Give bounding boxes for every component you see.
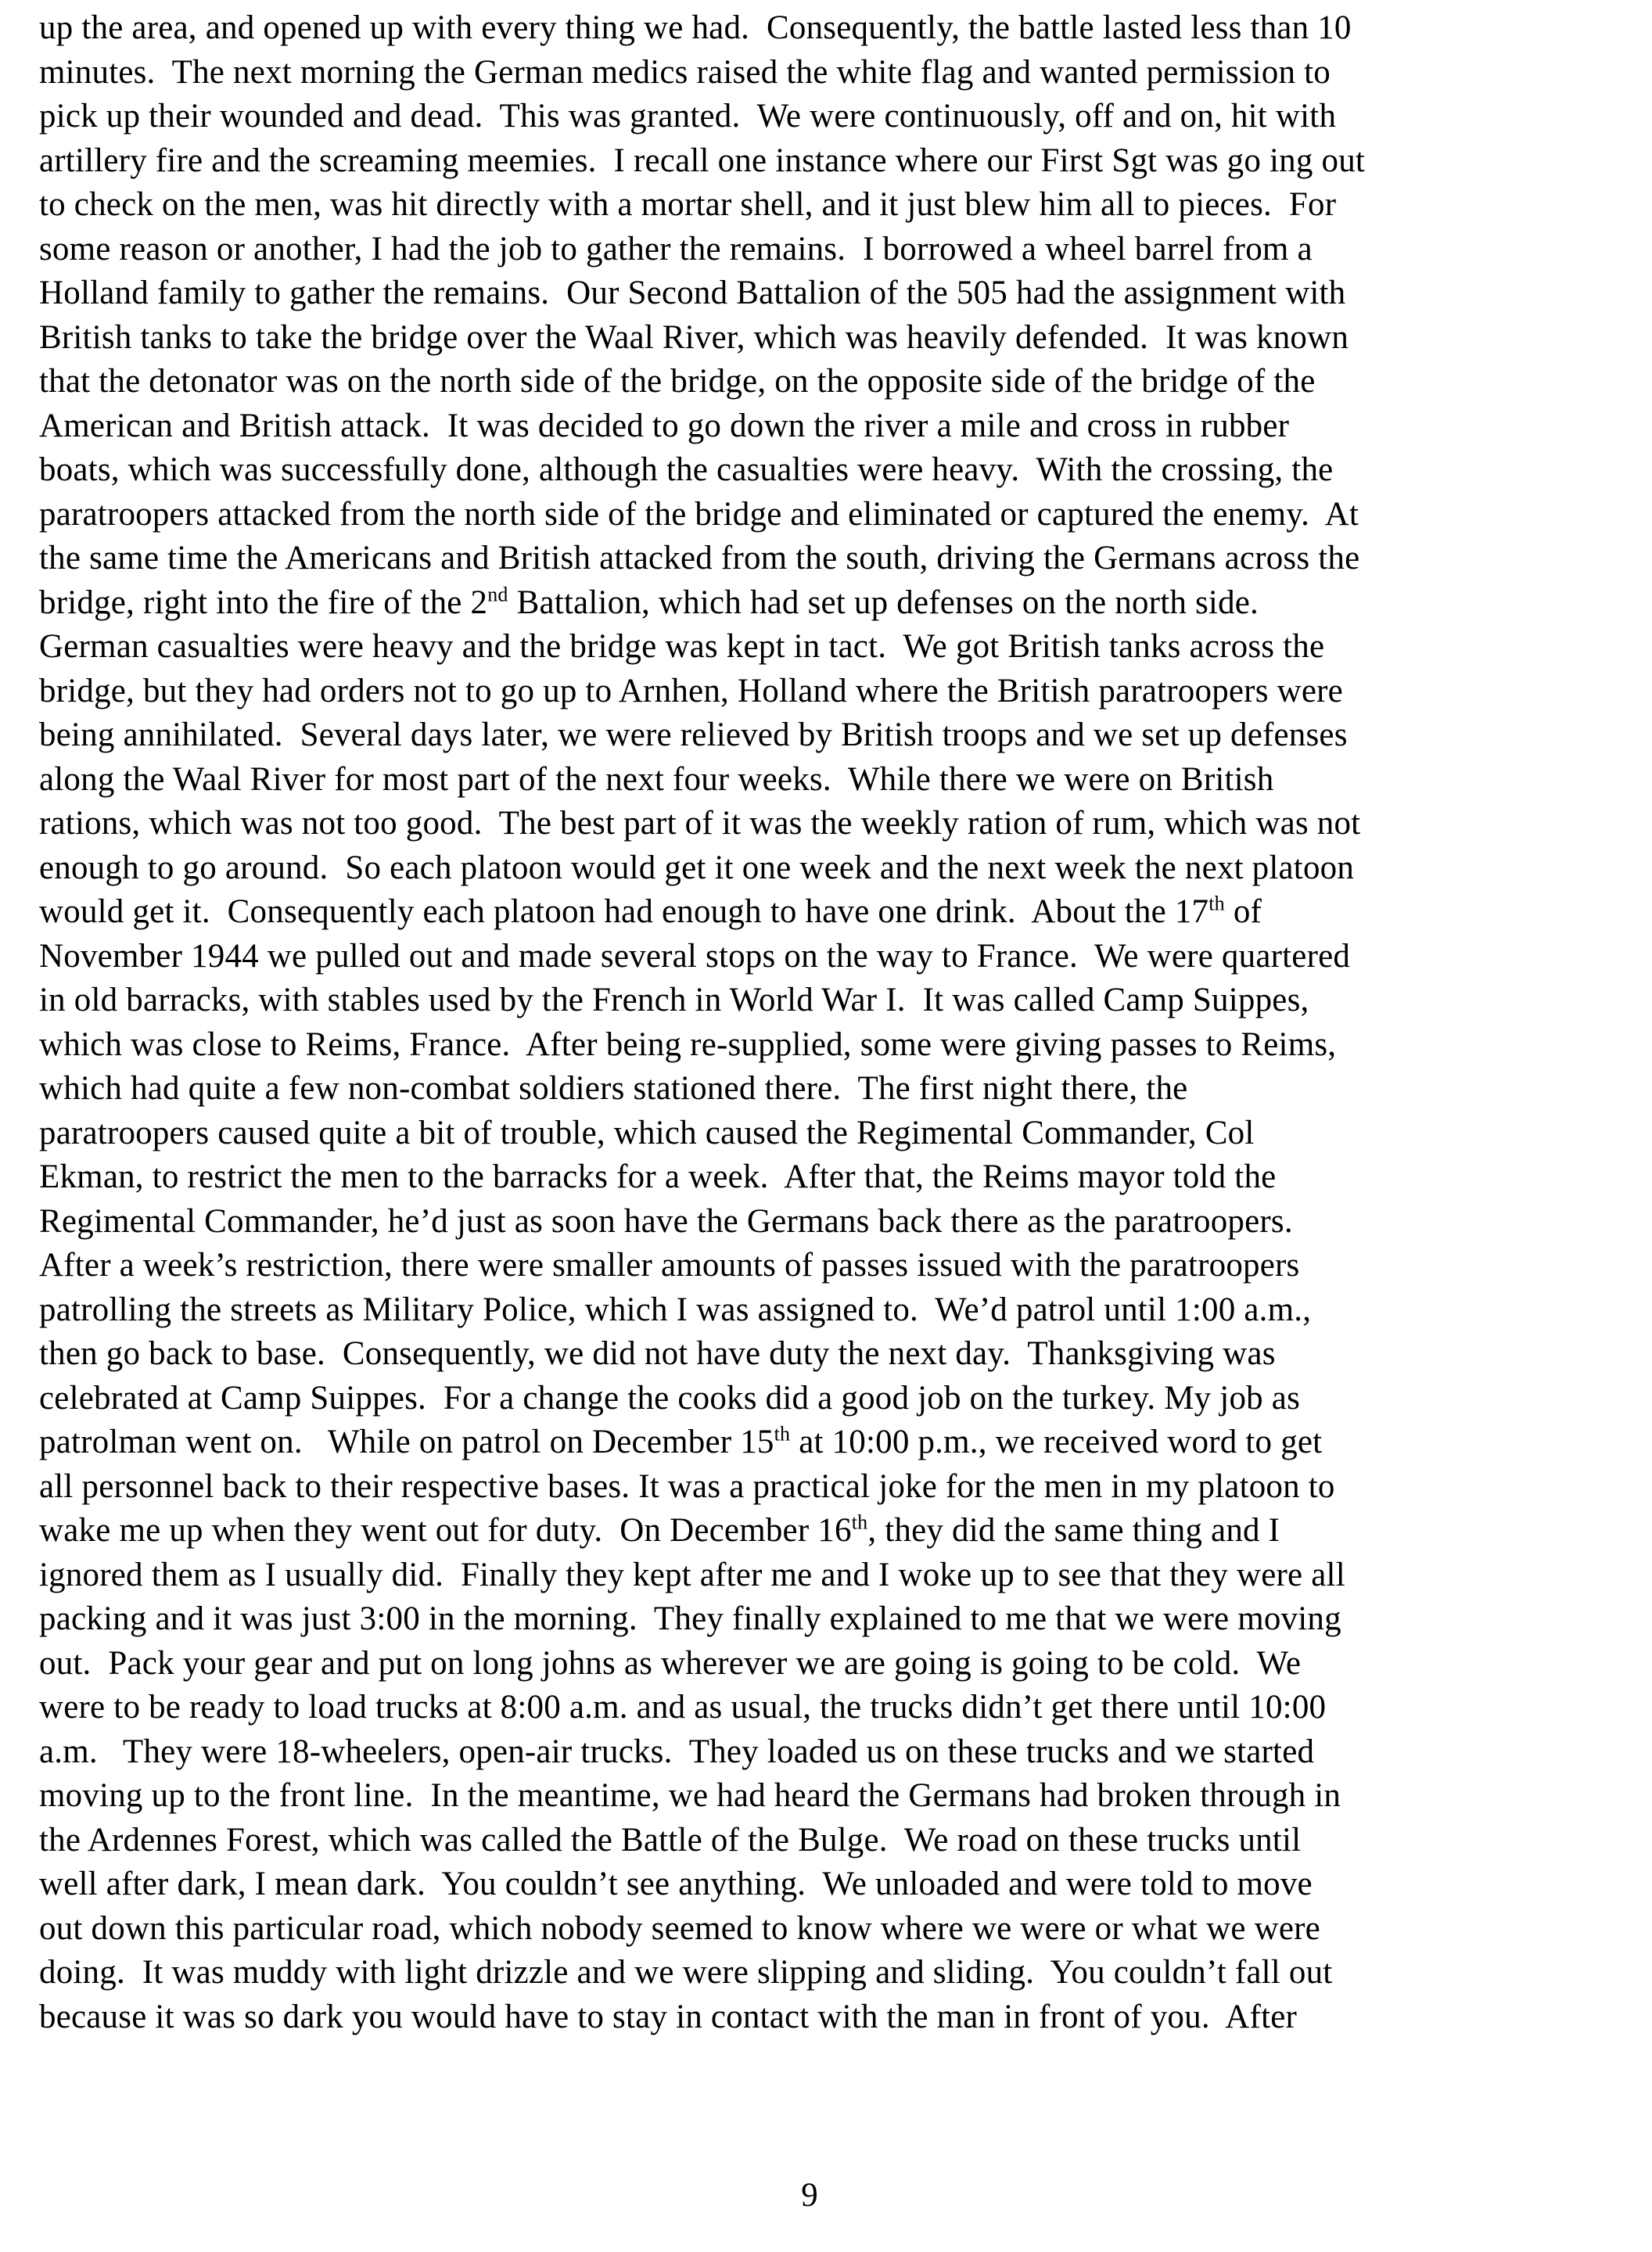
text-line: American and British attack. It was decided to go down the river a mile and cross in rubber <box>39 407 1290 444</box>
text-line: November 1944 we pulled out and made several stops on the way to France. We were quartered <box>39 937 1351 975</box>
text-line: that the detonator was on the north side of the bridge, on the opposite side of the bridge of the <box>39 363 1316 400</box>
text-line: to check on the men, was hit directly with a mortar shell, and it just blew him all to pieces. For <box>39 186 1337 223</box>
text-line: minutes. The next morning the German medics raised the white flag and wanted permission to <box>39 53 1331 91</box>
text-line: along the Waal River for most part of the next four weeks. While there we were on British <box>39 760 1274 798</box>
text-line: all personnel back to their respective bases. It was a practical joke for the men in my platoon to <box>39 1467 1335 1505</box>
text-line: paratroopers caused quite a bit of trouble, which caused the Regimental Commander, Col <box>39 1114 1255 1151</box>
superscript: th <box>1208 892 1225 915</box>
superscript: th <box>774 1422 791 1446</box>
text-line: out. Pack your gear and put on long johns as wherever we are going is going to be cold. We <box>39 1644 1302 1682</box>
text-line: well after dark, I mean dark. You couldn’t see anything. We unloaded and were told to move <box>39 1866 1313 1902</box>
text-line: in old barracks, with stables used by the French in World War I. It was called Camp Suippes, <box>39 982 1309 1018</box>
text-line: Ekman, to restrict the men to the barracks for a week. After that, the Reims mayor told the <box>39 1158 1277 1195</box>
text-line: moving up to the front line. In the meantime, we had heard the Germans had broken through in <box>39 1777 1341 1814</box>
text-line: the same time the Americans and British attacked from the south, driving the Germans across the <box>39 540 1360 576</box>
text-line: were to be ready to load trucks at 8:00 a.m. and as usual, the trucks didn’t get there until 10:00 <box>39 1689 1327 1726</box>
text-line: After a week’s restriction, there were smaller amounts of passes issued with the paratroopers <box>39 1247 1300 1284</box>
text-line: bridge, but they had orders not to go up to Arnhen, Holland where the British paratroopers were <box>39 672 1343 709</box>
text-line: rations, which was not too good. The best part of it was the weekly ration of rum, which was not <box>39 805 1361 842</box>
text-line: patrolling the streets as Military Police, which I was assigned to. We’d patrol until 1:00 a.m., <box>39 1291 1312 1328</box>
superscript: nd <box>487 583 508 606</box>
text-line: bridge, right into the fire of the 2nd Battalion, which had set up defenses on the north side. <box>39 583 1259 621</box>
text-line: celebrated at Camp Suippes. For a change the cooks did a good job on the turkey. My job as <box>39 1379 1301 1417</box>
text-line: then go back to base. Consequently, we did not have duty the next day. Thanksgiving was <box>39 1335 1276 1372</box>
text-line: British tanks to take the bridge over the Waal River, which was heavily defended. It was known <box>39 318 1349 356</box>
text-line: paratroopers attacked from the north side of the bridge and eliminated or captured the enemy. At <box>39 495 1359 533</box>
superscript: th <box>851 1510 868 1534</box>
text-line: Holland family to gather the remains. Our Second Battalion of the 505 had the assignment with <box>39 275 1346 311</box>
text-line: because it was so dark you would have to stay in contact with the man in front of you. After <box>39 1998 1298 2035</box>
text-line: being annihilated. Several days later, we were relieved by British troops and we set up defenses <box>39 717 1348 753</box>
text-line: would get it. Consequently each platoon had enough to have one drink. About the 17th of <box>39 892 1262 930</box>
text-line: wake me up when they went out for duty. On December 16th, they did the same thing and I <box>39 1510 1280 1549</box>
text-line: pick up their wounded and dead. This was granted. We were continuously, off and on, hit with <box>39 98 1337 135</box>
page-text <box>39 6 1635 2039</box>
text-line: packing and it was just 3:00 in the morning. They finally explained to me that we were moving <box>39 1600 1341 1637</box>
text-line: which had quite a few non-combat soldiers stationed there. The first night there, the <box>39 1070 1188 1107</box>
text-line: which was close to Reims, France. After being re-supplied, some were giving passes to Reims, <box>39 1025 1337 1063</box>
text-line: ignored them as I usually did. Finally they kept after me and I woke up to see that they were all <box>39 1556 1345 1593</box>
text-line: enough to go around. So each platoon would get it one week and the next week the next platoon <box>39 849 1355 886</box>
text-line: patrolman went on. While on patrol on December 15th at 10:00 p.m., we received word to get <box>39 1422 1323 1460</box>
text-line: boats, which was successfully done, although the casualties were heavy. With the crossing, the <box>39 451 1334 488</box>
text-line: a.m. They were 18-wheelers, open-air trucks. They loaded us on these trucks and we started <box>39 1733 1315 1770</box>
page-number: 9 <box>801 2177 818 2214</box>
text-line: out down this particular road, which nobody seemed to know where we were or what we were <box>39 1909 1320 1947</box>
text-line: Regimental Commander, he’d just as soon have the Germans back there as the paratroopers. <box>39 1202 1293 1240</box>
text-line: up the area, and opened up with every thing we had. Consequently, the battle lasted less than 10 <box>39 9 1352 46</box>
text-line: doing. It was muddy with light drizzle and we were slipping and sliding. You couldn’t fall out <box>39 1954 1333 1991</box>
text-line: German casualties were heavy and the bridge was kept in tact. We got British tanks across the <box>39 628 1325 665</box>
text-line: some reason or another, I had the job to gather the remains. I borrowed a wheel barrel from a <box>39 230 1313 268</box>
text-line: artillery fire and the screaming meemies. I recall one instance where our First Sgt was go ing out <box>39 142 1366 179</box>
text-line: the Ardennes Forest, which was called the Battle of the Bulge. We road on these trucks until <box>39 1821 1302 1859</box>
